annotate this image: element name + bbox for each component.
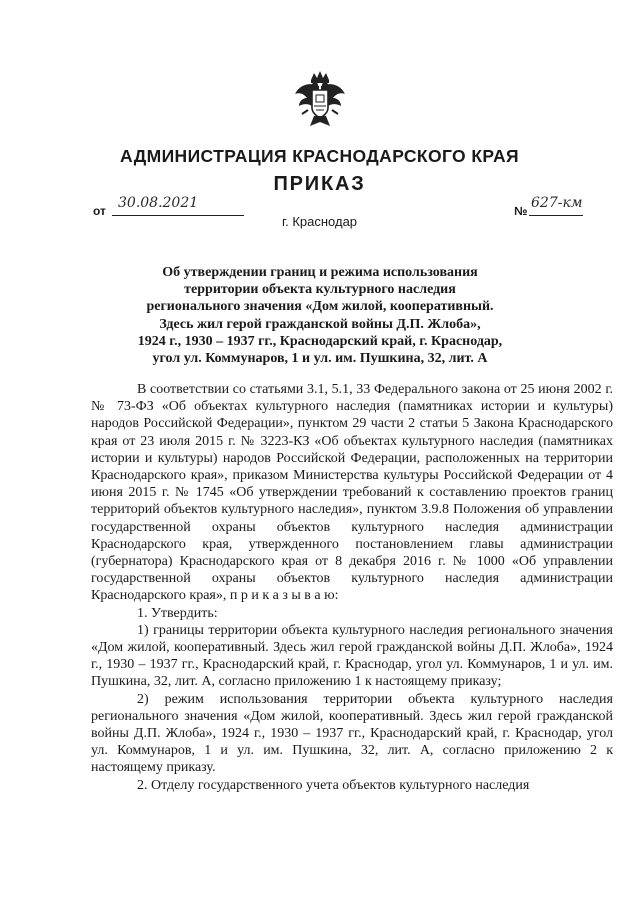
title-line: территории объекта культурного наследия [184, 282, 456, 298]
clause-2: 2. Отделу государственного учета объектов культурного наследия [137, 777, 530, 793]
document-type: ПРИКАЗ [273, 173, 366, 195]
clause-1-1: 1) границы территории объекта культурного наследия регионального значения «Дом жилой, кооперативный. Здесь жил герой гражданской войны Д.П. Жлоба», 1924 г., 1930 – 1937 гг., Краснодарский край, г. Краснодар, угол ул. Коммунаров, 1 и ул. им. Пушкина, 32, лит. А, согласно приложению 1 к настоящему приказу; [91, 622, 613, 690]
city-label: г. Краснодар [281, 214, 358, 229]
preamble-paragraph: В соответствии со статьями 3.1, 5.1, 33 Федерального закона от 25 июня 2002 г. № 73-ФЗ «Об объектах культурного наследия (памятниках истории и культуры) народов Российской Федерации», пунктом 29 части 2 статьи 5 Закона Краснодарского края от 23 июля 2015 г. № 3223-КЗ «Об объектах культурного наследия (памятниках истории и культуры) народов Российской Федерации, расположенных на территории Краснодарского края», приказом Министерства культуры Российской Федерации от 4 июня 2015 г. № 1745 «Об утверждении требований к составлению проектов границ территорий объектов культурного наследия», пунктом 3.9.8 Положения об управлении государственной охраны объектов культурного наследия администрации Краснодарского края, утвержденного постановлением главы администрации (губернатора) Краснодарского края от 8 декабря 2016 г. № 1000 «Об управлении государственной охраны объектов культурного наследия администрации Краснодарского края», п р и к а з ы в а ю: [91, 382, 613, 604]
date-label: от [93, 204, 106, 218]
title-line: регионального значения «Дом жилой, кооперативный. [146, 299, 494, 315]
handwritten-date: 30.08.2021 [118, 195, 199, 211]
document-body [91, 381, 613, 794]
document-title [100, 264, 540, 367]
title-line: Об утверждении границ и режима использования [162, 265, 478, 280]
title-line: Здесь жил герой гражданской войны Д.П. Жлоба», [159, 316, 481, 332]
number-field [529, 195, 583, 216]
clause-1: 1. Утвердить: [137, 605, 218, 621]
title-line: 1924 г., 1930 – 1937 гг., Краснодарский край, г. Краснодар, [137, 333, 503, 349]
organization-name: АДМИНИСТРАЦИЯ КРАСНОДАРСКОГО КРАЯ [120, 146, 519, 166]
clause-1-2: 2) режим использования территории объекта культурного наследия регионального значения «Дом жилой, кооперативный. Здесь жил герой гражданской войны Д.П. Жлоба», 1924 г., 1930 – 1937 гг., Краснодарский край, г. Краснодар, угол ул. Коммунаров, 1 и ул. им. Пушкина, 32, лит. А, согласно приложению 2 к настоящему приказу. [91, 691, 613, 776]
handwritten-number: 627-км [531, 195, 583, 211]
coat-of-arms-icon [292, 70, 348, 130]
number-label: № [514, 204, 528, 218]
title-line: угол ул. Коммунаров, 1 и ул. им. Пушкина, 32, лит. А [152, 351, 488, 367]
